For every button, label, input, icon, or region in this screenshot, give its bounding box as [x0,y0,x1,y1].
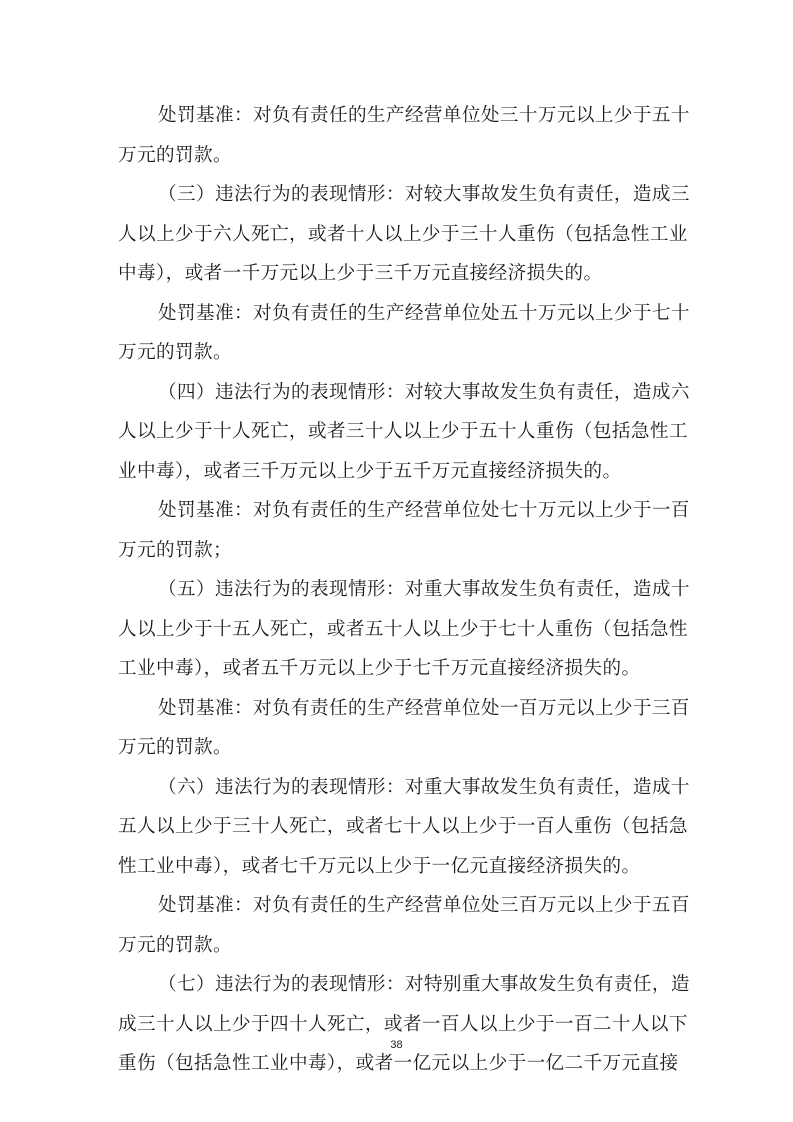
paragraph-case-3 [118,175,690,294]
text-line: 人以上少于十人死亡，或者三十人以上少于五十人重伤（包括急性工 [118,421,688,442]
text-line: 重伤（包括急性工业中毒），或者一亿元以上少于一亿二千万元直接 [118,1053,679,1074]
text-line: 人以上少于六人死亡，或者十人以上少于三十人重伤（包括急性工业 [118,223,688,245]
paragraph-penalty-3 [118,294,690,373]
paragraph-penalty-4 [118,491,690,570]
text-line: 处罚基准：对负有责任的生产经营单位处五十万元以上少于七十 [158,302,690,324]
body-text [118,96,690,1084]
text-line: 处罚基准：对负有责任的生产经营单位处七十万元以上少于一百 [158,500,690,521]
paragraph-case-4 [118,373,690,492]
paragraph-penalty-6 [118,886,690,965]
page-number: 38 [390,1039,403,1051]
text-line: 工业中毒），或者五千万元以上少于七千万元直接经济损失的。 [118,658,641,679]
text-line: 性工业中毒），或者七千万元以上少于一亿元直接经济损失的。 [118,855,641,877]
text-line: 万元的罚款； [118,539,232,561]
text-line: 中毒），或者一千万元以上少于三千万元直接经济损失的。 [118,263,603,284]
text-line: （六）违法行为的表现情形：对重大事故发生负有责任，造成十 [158,776,690,798]
text-line: 万元的罚款。 [118,737,232,758]
text-line: 万元的罚款。 [118,144,232,166]
paragraph-case-7 [118,965,690,1084]
paragraph-penalty-1 [118,96,690,175]
text-line: 处罚基准：对负有责任的生产经营单位处一百万元以上少于三百 [158,697,690,719]
text-line: 人以上少于十五人死亡，或者五十人以上少于七十人重伤（包括急性 [118,618,688,640]
text-line: 万元的罚款。 [118,342,232,363]
text-line: （五）违法行为的表现情形：对重大事故发生负有责任，造成十 [158,579,690,600]
text-line: 五人以上少于三十人死亡，或者七十人以上少于一百人重伤（包括急 [118,816,688,837]
paragraph-penalty-5 [118,689,690,768]
text-line: 成三十人以上少于四十人死亡，或者一百人以上少于一百二十人以下 [118,1013,688,1035]
text-line: （四）违法行为的表现情形：对较大事故发生负有责任，造成六 [158,381,690,403]
text-line: 万元的罚款。 [118,934,232,956]
paragraph-case-6 [118,768,690,887]
text-line: （三）违法行为的表现情形：对较大事故发生负有责任，造成三 [158,184,690,205]
paragraph-case-5 [118,570,690,689]
text-line: 处罚基准：对负有责任的生产经营单位处三十万元以上少于五十 [158,105,690,126]
text-line: 处罚基准：对负有责任的生产经营单位处三百万元以上少于五百 [158,895,690,916]
text-line: （七）违法行为的表现情形：对特别重大事故发生负有责任，造 [158,974,690,995]
text-line: 业中毒），或者三千万元以上少于五千万元直接经济损失的。 [118,460,622,482]
